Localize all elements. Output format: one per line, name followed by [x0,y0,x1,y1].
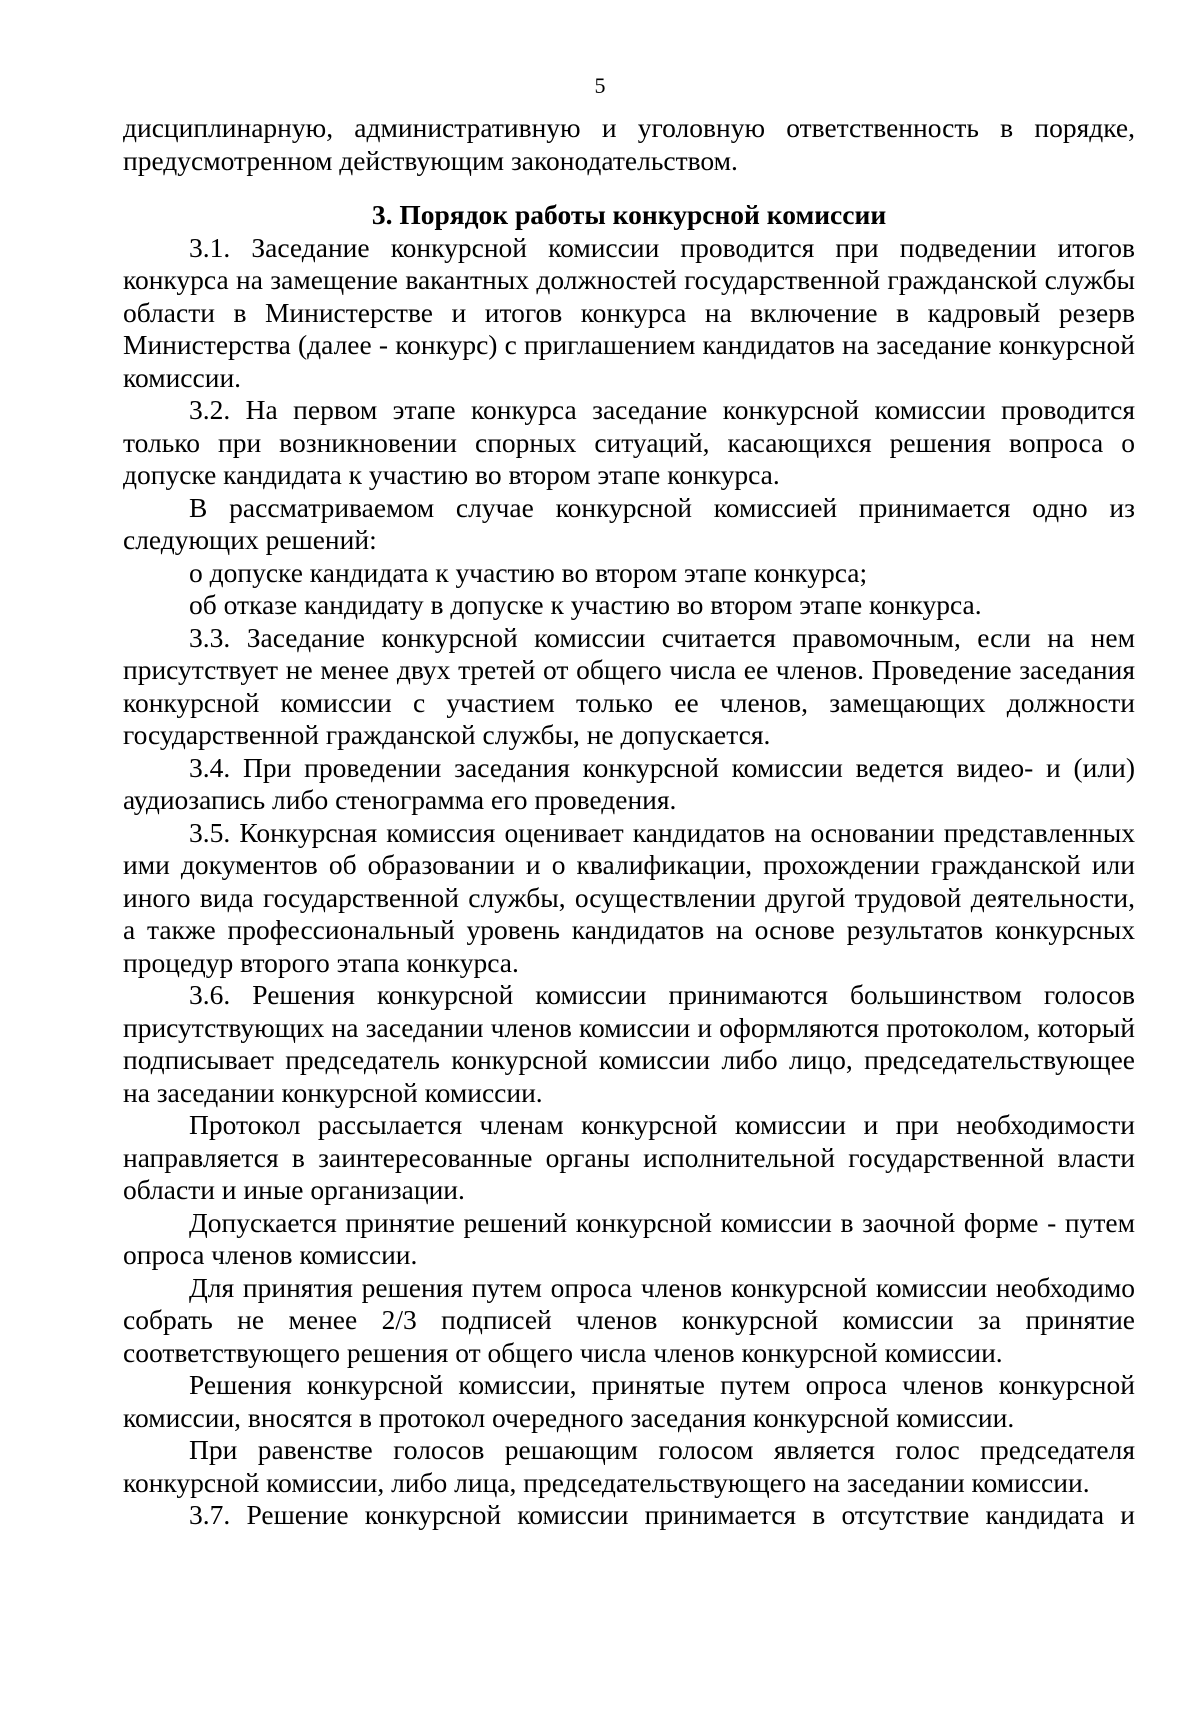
paragraph-3-6: 3.6. Решения конкурсной комиссии принимаются большинством голосов присутствующих на заседании членов комиссии и оформляются протоколом, который подписывает председатель конкурсной комиссии либо лицо, председательствующее на заседании конкурсной комиссии. [123,979,1135,1108]
paragraph-signature-quorum: Для принятия решения путем опроса членов конкурсной комиссии необходимо собрать не менее 2/3 подписей членов конкурсной комиссии за принятие соответствующего решения от общего числа членов конкурсной комиссии. [123,1271,1135,1368]
list-item-refusal: об отказе кандидату в допуске к участию во втором этапе конкурса. [189,589,982,620]
paragraph-protocol-distribution: Протокол рассылается членам конкурсной комиссии и при необходимости направляется в заинтересованные органы исполнительной государственной власти области и иные организации. [123,1109,1135,1205]
paragraph-continuation: дисциплинарную, административную и уголовную ответственность в порядке, предусмотренном действующим законодательством. [123,112,1135,176]
paragraph-3-5: 3.5. Конкурсная комиссия оценивает кандидатов на основании представленных ими документов об образовании и о квалификации, прохождении гражданской или иного вида государственной службы, осуществлении другой трудовой деятельности, а также профессиональный уровень кандидатов на основе результатов конкурсных процедур второго этапа конкурса. [123,816,1135,978]
paragraph-3-4: 3.4. При проведении заседания конкурсной комиссии ведется видео- и (или) аудиозапись либо стенограмма его проведения. [123,751,1135,815]
paragraph-3-1: 3.1. Заседание конкурсной комиссии проводится при подведении итогов конкурса на замещение вакантных должностей государственной гражданской службы области в Министерстве и итогов конкурса на включение в кадровый резерв Министерства (далее - конкурс) с приглашением кандидатов на заседание конкурсной комиссии. [123,231,1135,393]
paragraph-3-2-decisions-intro: В рассматриваемом случае конкурсной комиссией принимается одно из следующих решений: [123,491,1135,555]
document-body [123,112,1135,1532]
paragraph-3-7: 3.7. Решение конкурсной комиссии принимается в отсутствие кандидата и [189,1499,1135,1530]
section-heading: 3. Порядок работы конкурсной комиссии [371,199,887,230]
paragraph-3-3: 3.3. Заседание конкурсной комиссии считается правомочным, если на нем присутствует не менее двух третей от общего числа ее членов. Проведение заседания конкурсной комиссии с участием только ее членов, замещающих должности государственной гражданской службы, не допускается. [123,621,1135,750]
paragraph-tie-vote: При равенстве голосов решающим голосом является голос председателя конкурсной комиссии, либо лица, председательствующего на заседании комиссии. [123,1434,1135,1498]
page-number: 5 [594,73,606,98]
paragraph-absentee-decisions: Допускается принятие решений конкурсной комиссии в заочной форме - путем опроса членов комиссии. [123,1206,1135,1270]
paragraph-3-2: 3.2. На первом этапе конкурса заседание конкурсной комиссии проводится только при возникновении спорных ситуаций, касающихся решения вопроса о допуске кандидата к участию во втором этапе конкурса. [123,394,1135,490]
list-item-admission: о допуске кандидата к участию во втором этапе конкурса; [189,556,868,588]
paragraph-protocol-entry: Решения конкурсной комиссии, принятые путем опроса членов конкурсной комиссии, вносятся в протокол очередного заседания конкурсной комиссии. [123,1369,1135,1433]
